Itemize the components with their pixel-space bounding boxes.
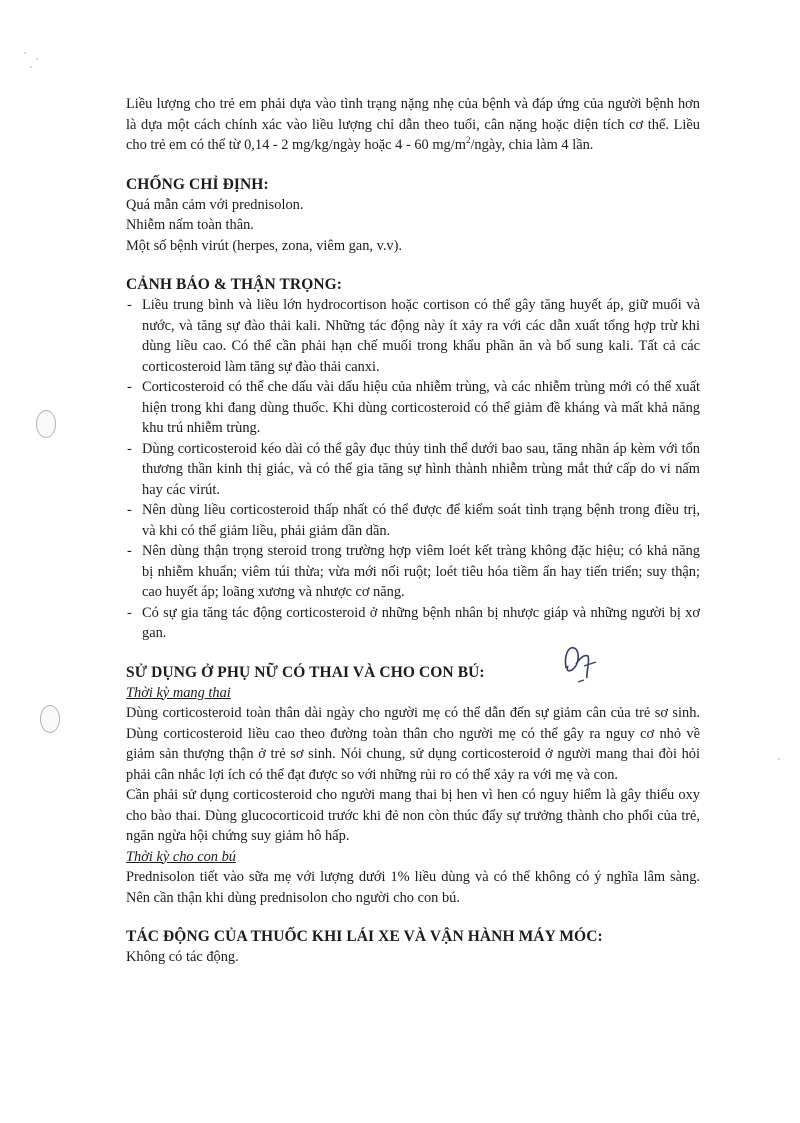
scan-speck xyxy=(778,758,780,760)
warning-item: - Corticosteroid có thể che dấu vài dấu hiệu của nhiễm trùng, và các nhiễm trùng mới có thể xuất hiện trong khi đang dùng thuốc. Khi dùng corticosteroid có thể giảm đề kháng và mất khả năng khu trú nhiễm trùng. xyxy=(126,377,700,439)
dosage-unit-suffix: /ngày, chia làm 4 lần. xyxy=(470,137,594,153)
contraindication-line: Nhiễm nấm toàn thân. xyxy=(126,217,254,233)
warning-item: - Có sự gia tăng tác động corticosteroid ở những bệnh nhân bị nhược giáp và những người bị xơ gan. xyxy=(126,603,700,644)
warning-item: - Nên dùng liều corticosteroid thấp nhất có thể được để kiểm soát tình trạng bệnh trong điều trị, và khi có thể giảm liều, phải giảm dần dần. xyxy=(126,500,700,541)
warnings-heading: CẢNH BÁO & THẬN TRỌNG: xyxy=(126,276,343,293)
punch-hole-mark xyxy=(36,410,56,438)
lactation-paragraph: Prednisolon tiết vào sữa mẹ với lượng dưới 1% liều dùng và có thể không có ý nghĩa lâm sàng. Nên cần thận khi dùng prednisolon cho người cho con bú. xyxy=(126,869,700,906)
pediatric-dosage-text: Liều lượng cho trẻ em phải dựa vào tình trạng nặng nhẹ của bệnh và đáp ứng của người bệnh hơn là dựa một cách chính xác vào liều lượng chỉ dẫn theo tuổi, cân nặng hoặc diện tích cơ thể. Liều cho trẻ em có thể từ 0,14 - 2 mg/kg/ngày hoặc 4 - 60 xyxy=(126,96,700,153)
contraindications-heading: CHỐNG CHỈ ĐỊNH: xyxy=(126,175,269,193)
warning-item: - Liều trung bình và liều lớn hydrocortison hoặc cortison có thể gây tăng huyết áp, giữ muối và nước, và tăng sự đào thải kali. Những tác động này ít xảy ra với các dẫn xuất tổng hợp trừ khi dùng liều cao. Có thể cần phải hạn chế muối trong khẩu phần ăn và bổ sung kali. Tất cả các corticosteroid làm tăng sự đào thải canxi. xyxy=(126,295,700,377)
unit-superscript: 2 xyxy=(465,135,471,146)
warning-item: - Dùng corticosteroid kéo dài có thể gây đục thủy tinh thể dưới bao sau, tăng nhãn áp kèm với tổn thương thần kinh thị giác, và có thể gia tăng sự hình thành nhiễm trùng mắt thứ cấp do vi nấm hay các virút. xyxy=(126,439,700,501)
pregnancy-paragraph: Dùng corticosteroid toàn thân dài ngày cho người mẹ có thể dẫn đến sự giảm cân của trẻ sơ sinh. Dùng corticosteroid liều cao theo đường toàn thân cho người mẹ có thể gây ra nguy cơ nhỏ về giảm sản thượng thận ở trẻ sơ sinh. Nói chung, sử dụng corticosteroid ở người mang thai đòi hỏi phải cân nhắc lợi ích có thể đạt được so với những rủi ro có thể xảy ra với mẹ và con. xyxy=(126,705,700,783)
dosage-unit: mg/m xyxy=(432,137,466,153)
pregnancy-paragraph: Cần phải sử dụng corticosteroid cho người mang thai bị hen vì hen có nguy hiểm là gây thiếu oxy cho bào thai. Dùng glucocorticoid trước khi đẻ non còn thúc đẩy sự trưởng thành cho phổi của trẻ, ngăn ngừa hội chứng suy giảm hô hấp. xyxy=(126,787,700,844)
driving-machinery-text: Không có tác động. xyxy=(126,949,239,965)
contraindication-line: Một số bệnh virút (herpes, zona, viêm gan, v.v). xyxy=(126,237,403,254)
pregnancy-subheading: Thời kỳ mang thai xyxy=(126,684,231,701)
contraindication-line: Quá mẫn cảm với prednisolon. xyxy=(126,196,304,213)
pediatric-dosage-paragraph xyxy=(126,94,700,156)
scan-speck xyxy=(36,58,38,60)
pregnancy-lactation-heading: SỬ DỤNG Ở PHỤ NỮ CÓ THAI VÀ CHO CON BÚ: xyxy=(126,663,485,681)
punch-hole-mark xyxy=(40,705,60,733)
contraindications-section xyxy=(126,174,700,257)
scan-speck xyxy=(24,52,26,54)
driving-machinery-heading: TÁC ĐỘNG CỦA THUỐC KHI LÁI XE VÀ VẬN HÀNH MÁY MÓC: xyxy=(126,928,603,945)
lactation-subheading: Thời kỳ cho con bú xyxy=(126,848,236,865)
document-body xyxy=(126,94,700,968)
driving-machinery-section xyxy=(126,926,700,968)
pregnancy-lactation-section xyxy=(126,662,700,909)
warning-item: - Nên dùng thận trọng steroid trong trường hợp viêm loét kết tràng không đặc hiệu; có khả năng bị nhiễm khuẩn; viêm túi thừa; vừa mới nối ruột; loét tiêu hóa tiềm ẩn hay tiến triển; suy thận; cao huyết áp; loãng xương và nhược cơ năng. xyxy=(126,541,700,603)
warnings-section xyxy=(126,274,700,644)
warnings-list xyxy=(126,295,700,644)
scan-speck xyxy=(30,66,32,68)
